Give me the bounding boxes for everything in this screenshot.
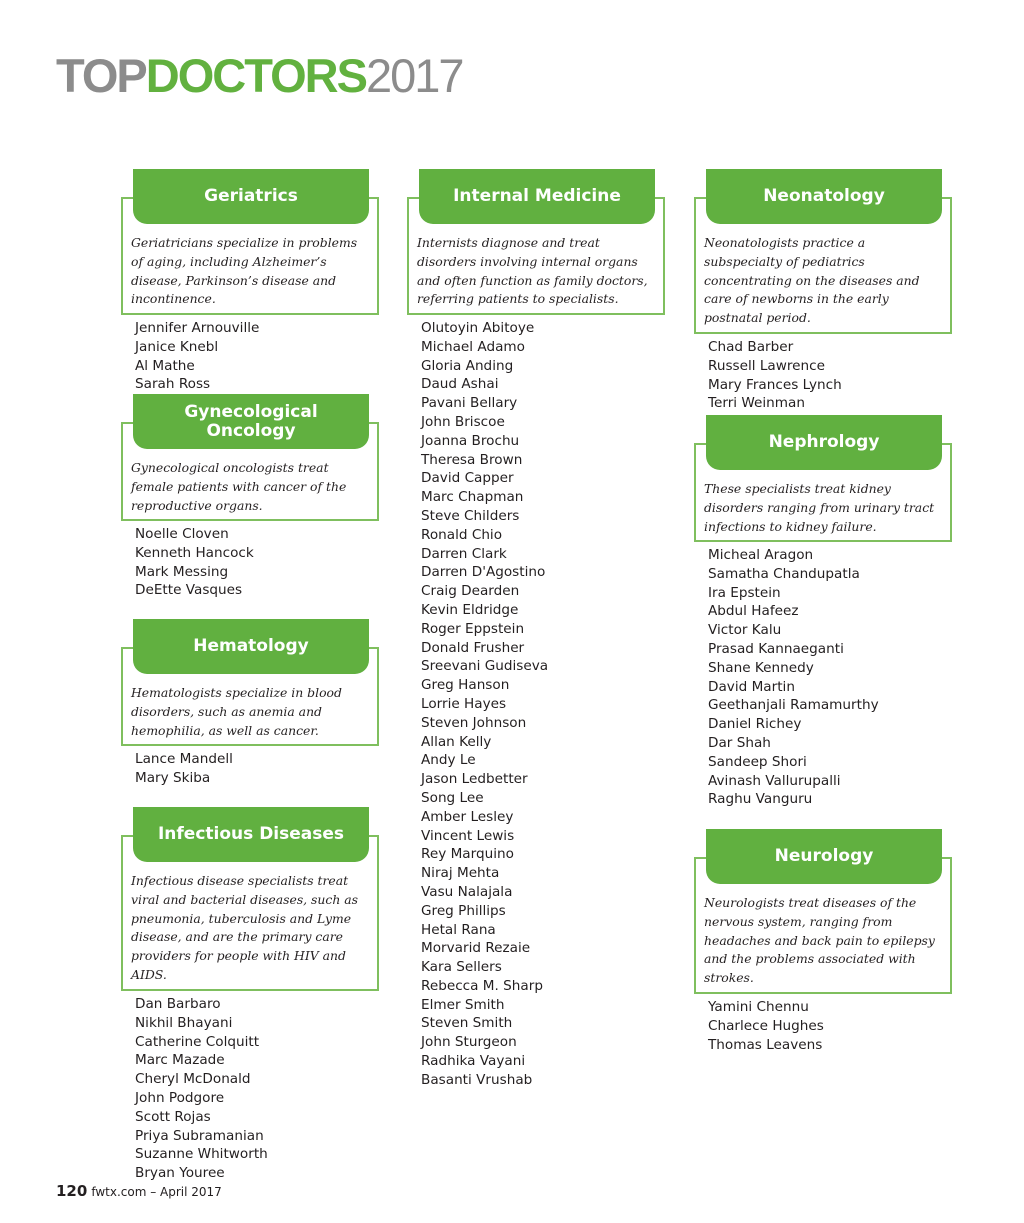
doctor-name: Basanti Vrushab	[421, 1071, 533, 1088]
section-title: Nephrology	[706, 415, 942, 470]
doctor-name: Prasad Kannaeganti	[708, 640, 844, 657]
doctor-name: Ronald Chio	[421, 526, 503, 543]
section-description: Internists diagnose and treat disorders involving internal organs and often function as family doctors, referring patients to specialists.	[417, 235, 648, 307]
doctor-name: Darren D'Agostino	[421, 564, 546, 581]
doctor-name: Hetal Rana	[421, 921, 496, 938]
doctor-list	[708, 546, 879, 809]
doctor-name: Song Lee	[421, 789, 484, 806]
section-description: Infectious disease specialists treat viral and bacterial diseases, such as pneumonia, tuberculosis and Lyme disease, and are the primary care providers for people with HIV and AIDS.	[131, 873, 359, 982]
doctor-name: Gloria Anding	[421, 357, 514, 374]
doctor-name: Abdul Hafeez	[708, 603, 799, 620]
doctor-name: Vincent Lewis	[421, 827, 515, 844]
doctor-name: Greg Hanson	[421, 677, 510, 694]
doctor-name: Thomas Leavens	[708, 1036, 823, 1053]
doctor-name: Priya Subramanian	[135, 1127, 264, 1144]
section-title: Neurology	[706, 829, 942, 884]
doctor-name: Micheal Aragon	[708, 547, 814, 563]
doctor-name: DeEtte Vasques	[135, 582, 243, 599]
publication-info: fwtx.com – April 2017	[91, 1185, 222, 1199]
doctor-name: Radhika Vayani	[421, 1053, 526, 1070]
doctor-name: Sreevani Gudiseva	[421, 658, 549, 675]
doctor-name: Steve Childers	[421, 507, 520, 524]
section-description: Geriatricians specialize in problems of aging, including Alzheimer’s disease, Parkinson’s disease and incontinence.	[131, 235, 358, 307]
section-title: Internal Medicine	[419, 169, 655, 224]
section-description: Neurologists treat diseases of the nervous system, ranging from headaches and back pain to epilepsy and the problems associated with strokes.	[704, 895, 935, 986]
doctor-name: Niraj Mehta	[421, 865, 500, 882]
masthead	[56, 49, 463, 102]
doctor-name: Jennifer Arnouville	[135, 320, 260, 336]
section-title: Neonatology	[706, 169, 942, 224]
doctor-name: Nikhil Bhayani	[135, 1014, 233, 1031]
doctor-name: Bryan Youree	[135, 1165, 225, 1182]
doctor-name: Avinash Vallurupalli	[708, 772, 841, 789]
doctor-name: Darren Clark	[421, 545, 507, 562]
doctor-name: Craig Dearden	[421, 583, 520, 600]
doctor-name: Rebecca M. Sharp	[421, 977, 543, 994]
masthead-top: TOP	[56, 49, 146, 102]
doctor-name: Victor Kalu	[708, 622, 782, 639]
doctor-name: Donald Frusher	[421, 639, 525, 656]
doctor-name: Daud Ashai	[421, 376, 499, 393]
section-title: Hematology	[133, 619, 369, 674]
page-footer	[56, 1182, 222, 1200]
doctor-name: Mary Skiba	[135, 769, 211, 786]
doctor-name: Joanna Brochu	[421, 432, 520, 449]
section-title: Infectious Diseases	[133, 807, 369, 862]
doctor-name: Terri Weinman	[708, 395, 805, 412]
doctor-name: Theresa Brown	[421, 451, 523, 468]
doctor-name: Mary Frances Lynch	[708, 376, 842, 393]
doctor-name: John Sturgeon	[421, 1034, 517, 1051]
doctor-name: Lance Mandell	[135, 751, 233, 767]
section-title: Geriatrics	[133, 169, 369, 224]
doctor-name: Russell Lawrence	[708, 357, 825, 374]
doctor-name: Scott Rojas	[135, 1108, 211, 1125]
doctor-list	[421, 319, 548, 1090]
doctor-name: Suzanne Whitworth	[135, 1146, 268, 1163]
doctor-list	[708, 998, 824, 1054]
doctor-name: Daniel Richey	[708, 716, 802, 733]
doctor-name: David Capper	[421, 470, 514, 487]
doctor-name: Marc Mazade	[135, 1052, 225, 1069]
doctor-name: Lorrie Hayes	[421, 695, 507, 712]
doctor-name: Elmer Smith	[421, 996, 505, 1013]
doctor-name: Steven Johnson	[421, 714, 527, 731]
doctor-list	[135, 750, 233, 788]
doctor-name: Pavani Bellary	[421, 395, 518, 412]
doctor-name: Allan Kelly	[421, 733, 492, 750]
doctor-name: Yamini Chennu	[708, 999, 809, 1015]
section-description: Hematologists specialize in blood disorders, such as anemia and hemophilia, as well as cancer.	[131, 685, 342, 738]
doctor-name: John Podgore	[135, 1089, 225, 1106]
section-description: Gynecological oncologists treat female patients with cancer of the reproductive organs.	[131, 460, 347, 513]
doctor-name: Raghu Vanguru	[708, 791, 813, 808]
doctor-name: Vasu Nalajala	[421, 883, 513, 900]
doctor-name: John Briscoe	[421, 413, 505, 430]
section-title: Gynecological Oncology	[133, 394, 369, 449]
section-description: These specialists treat kidney disorders ranging from urinary tract infections to kidney failure.	[704, 481, 935, 534]
doctor-name: Mark Messing	[135, 563, 229, 580]
doctor-name: Kevin Eldridge	[421, 601, 519, 618]
doctor-name: Janice Knebl	[135, 338, 219, 355]
doctor-name: Kenneth Hancock	[135, 544, 254, 561]
doctor-name: Marc Chapman	[421, 489, 524, 506]
doctor-name: Al Mathe	[135, 357, 195, 374]
doctor-name: Olutoyin Abitoye	[421, 320, 535, 336]
doctor-name: Rey Marquino	[421, 846, 514, 863]
doctor-name: Cheryl McDonald	[135, 1071, 251, 1088]
doctor-name: Amber Lesley	[421, 808, 514, 825]
doctor-name: Samatha Chandupatla	[708, 565, 860, 582]
doctor-list	[135, 525, 254, 600]
doctor-name: Catherine Colquitt	[135, 1033, 260, 1050]
doctor-name: Roger Eppstein	[421, 620, 525, 637]
page-number: 120	[56, 1182, 88, 1200]
doctor-name: Dan Barbaro	[135, 996, 221, 1012]
section-description: Neonatologists practice a subspecialty of pediatrics concentrating on the diseases and care of newborns in the early postnatal period.	[704, 235, 920, 326]
doctor-name: Sandeep Shori	[708, 753, 807, 770]
doctor-name: Ira Epstein	[708, 584, 781, 601]
doctor-name: Sarah Ross	[135, 376, 211, 393]
doctor-name: Dar Shah	[708, 734, 771, 751]
doctor-name: Greg Phillips	[421, 902, 506, 919]
doctor-name: Steven Smith	[421, 1015, 513, 1032]
doctor-name: Chad Barber	[708, 339, 794, 355]
doctor-name: Andy Le	[421, 752, 476, 769]
doctor-list	[135, 995, 268, 1183]
doctor-list	[135, 319, 259, 394]
doctor-name: Morvarid Rezaie	[421, 940, 531, 957]
doctor-name: Jason Ledbetter	[421, 771, 528, 788]
doctor-name: Kara Sellers	[421, 959, 502, 976]
doctor-name: Charlece Hughes	[708, 1017, 824, 1034]
doctor-name: David Martin	[708, 678, 795, 695]
doctor-name: Michael Adamo	[421, 338, 525, 355]
masthead-year: 2017	[365, 49, 463, 102]
doctor-name: Shane Kennedy	[708, 659, 814, 676]
masthead-doctors: DOCTORS	[145, 49, 366, 102]
doctor-name: Geethanjali Ramamurthy	[708, 697, 879, 714]
doctor-name: Noelle Cloven	[135, 526, 229, 542]
doctor-list	[708, 338, 842, 413]
